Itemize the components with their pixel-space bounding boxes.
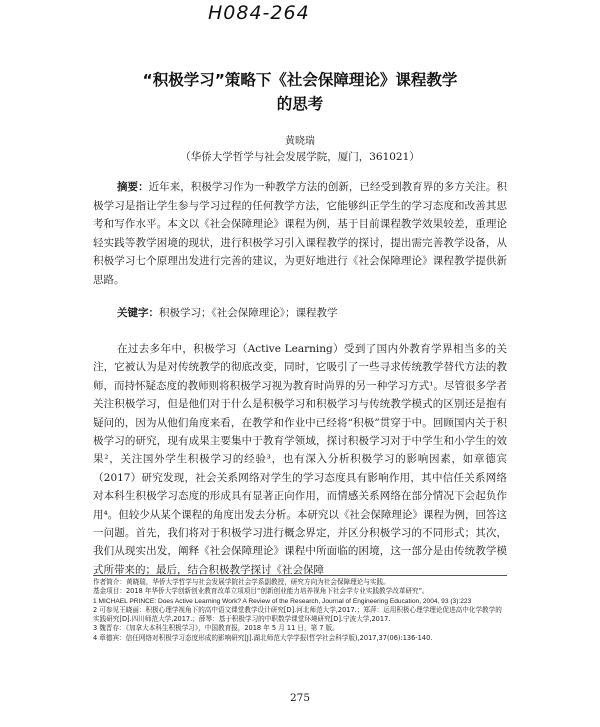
footnote-2: 2 可参见王晓丽：积极心理学视角下的高中语文课堂教学设计研究[D].河北师范大学,2017.；郑萍：运用积极心理学理论促进高中化学教学的实践研究[D].四川师范大学,2017.；薛琴：基于积极学习的中职数学课堂环境研究[D].宁波大学,2017.: [93, 605, 502, 624]
footnote-divider: [93, 575, 507, 576]
keywords-label: 关键字：: [117, 307, 159, 319]
body-paragraph: 在过去多年中，积极学习（Active Learning）受到了国内外教育学界相当多的关注，它被认为是对传统教学的彻底改变，同时，它吸引了一些寻求传统教学替代方法的教师，而持怀疑态度的教师则将积极学习视为教育时尚界的另一种学习方式¹。尽管很多学者关注积极学习，但是他们对于什么是积极学习和积极学习与传统教学模式的区别还是抱有疑问的，因为从他们角度来看，在教学和作业中已经将“积极”贯穿于中。回顾国内关于积极学习的研究，现有成果主要集中于教育学领域，探讨积极学习对于中学生和小学生的效果²，关注国外学生积极学习的经验³，也有深入分析积极学习的影响因素，如章德宾（2017）研究发现，社会关系网络对学生的学习态度具有影响作用，其中信任关系网络对本科生积极学习态度的形成具有显著正向作用，而情感关系网络在部分情况下会起负作用⁴。但较少从某个课程的角度出发去分析。本研究以《社会保障理论》课程为例，回答这一问题。首先，我们将对于积极学习进行概念界定，并区分积极学习的不同形式；其次，我们从现实出发，阐释《社会保障理论》课程中所面临的困境，这一部分是由传统教学模式所带来的；最后，结合积极教学探讨《社会保障: [93, 343, 507, 576]
page-number: 275: [289, 692, 311, 704]
footnote-1: 1 MICHAEL PRINCE: Does Active Learning Work? A Review of the Research, Journal of Engineering Education, 2004, 93 (3):223: [93, 597, 472, 605]
footnote-funding: 基金项目：2018 年华侨大学创新创业教育改革立项项目“创新创业能力培养视角下社会学专业实践教学改革研究”。: [93, 587, 429, 596]
author-affiliation: （华侨大学哲学与社会发展学院，厦门，361021）: [180, 151, 420, 163]
footnotes: [93, 578, 507, 643]
abstract: [93, 178, 507, 289]
keywords-text: 积极学习；《社会保障理论》；课程教学: [159, 307, 338, 319]
handwritten-code: H084-264: [208, 2, 310, 24]
footnote-4: 4 章德宾：信任网络对积极学习态度形成的影响研究[J].湖北师范大学学报(哲学社会科学版),2017,37(06):136-140.: [93, 633, 433, 642]
author-name: 黄晓瑞: [285, 136, 315, 147]
footnote-author-bio: 作者简介：黄晓瑞，华侨大学哲学与社会发展学院社会学系副教授，研究方向为社会保障理论与实践。: [93, 578, 390, 586]
paper-title-line-2: 的思考: [276, 95, 324, 113]
keywords: [117, 305, 338, 320]
paper-title-line-1: “积极学习”策略下《社会保障理论》课程教学: [142, 71, 458, 89]
abstract-label: 摘要：: [117, 181, 149, 193]
abstract-text: 近年来，积极学习作为一种教学方法的创新，已经受到教育界的多方关注。积极学习是指让学生参与学习过程的任何教学方法，它能够纠正学生的学习态度和改善其思考和写作水平。本文以《社会保障理论》课程为例，基于目前课程教学效果较差，重理论轻实践等教学困境的现状，进行积极学习引入课程教学的探讨，提出需完善教学设备，从积极学习七个原理出发进行完善的建议，为更好地进行《社会保障理论》课程教学提供新思路。: [93, 181, 507, 286]
footnote-3: 3 魏晋存：《加拿大本科生积极学习》，中国教育报，2018 年 5 月 11 日，第 7 版。: [93, 624, 339, 633]
